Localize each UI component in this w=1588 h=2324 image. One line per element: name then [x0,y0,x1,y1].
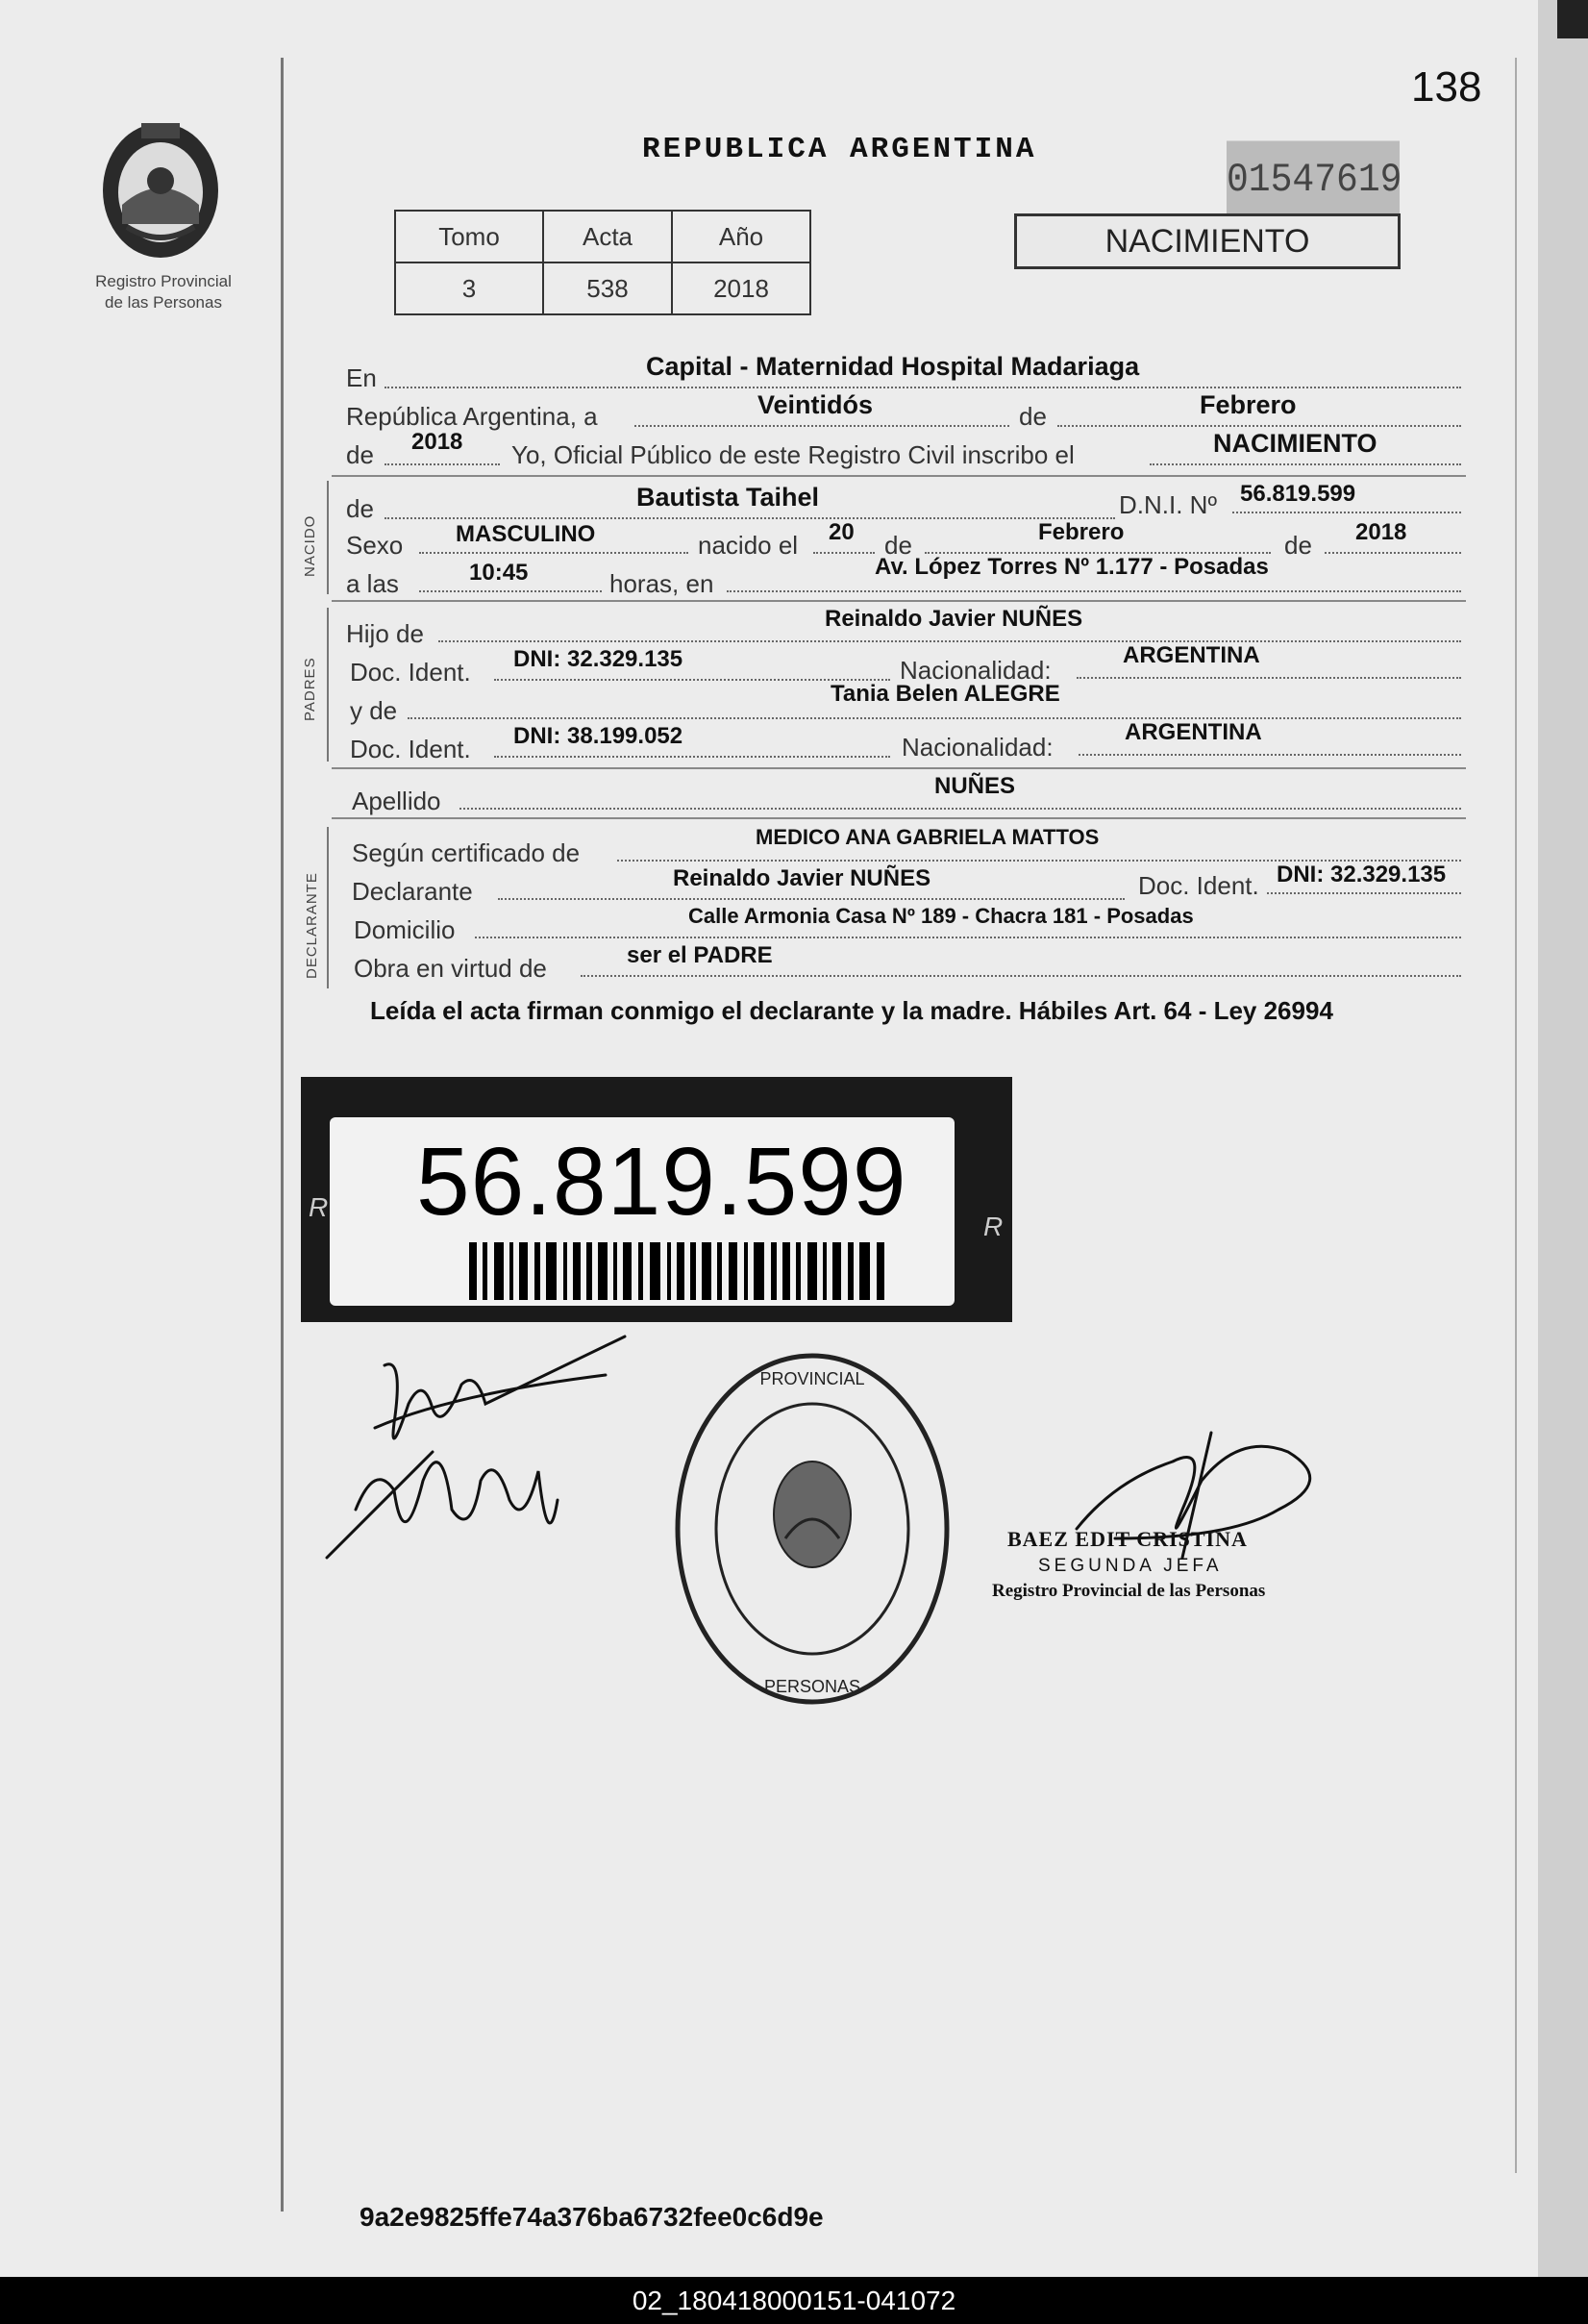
anio-value: 2018 [672,262,810,314]
label-sexo: Sexo [346,531,404,560]
field-tipo: NACIMIENTO [1213,429,1377,458]
legal-statement: Leída el acta firman conmigo el declarante y la madre. Hábiles Art. 64 - Ley 26994 [370,996,1333,1025]
label-doc-ident-1: Doc. Ident. [350,658,471,687]
label-de-nombre: de [346,494,374,523]
registry-caption-line1: Registro Provincial [95,272,232,290]
register-table [394,210,811,315]
dots-mes [1057,425,1461,427]
padres-separator [327,608,329,762]
svg-text:PROVINCIAL: PROVINCIAL [759,1369,865,1388]
dots-declarante [498,898,1125,900]
dots-anio [385,463,500,465]
record-type-box: NACIMIENTO [1014,213,1401,269]
dots-nacido-anio [1325,552,1461,554]
dni-sticker-number: 56.819.599 [416,1128,907,1236]
field-dni: 56.819.599 [1240,481,1356,507]
dots-dni [1232,512,1461,513]
dni-sticker-label [330,1117,955,1306]
acta-header: Acta [543,211,672,262]
label-obra-en-virtud: Obra en virtud de [354,954,547,983]
tomo-header: Tomo [395,211,543,262]
dots-obra [581,975,1461,977]
register-table-header-row [395,211,810,262]
dots-tipo [1150,463,1461,465]
label-nacionalidad-2: Nacionalidad: [902,733,1054,762]
field-declarante-doc: DNI: 32.329.135 [1277,862,1447,887]
dots-madre [408,717,1461,719]
field-sexo: MASCULINO [456,521,596,547]
nacido-separator [327,481,329,594]
field-madre: Tania Belen ALEGRE [831,681,1060,707]
page-corner-shadow [1557,0,1588,38]
label-de-dia: de [884,531,912,560]
field-nacido-anio: 2018 [1355,519,1407,545]
registry-caption-line2: de las Personas [105,293,222,312]
dots-nacido-dia [813,552,875,554]
dots-madre-nac [1079,754,1461,756]
registry-caption [58,271,269,313]
document-title: REPUBLICA ARGENTINA [642,133,1037,166]
label-hijo-de: Hijo de [346,619,424,648]
field-madre-doc: DNI: 38.199.052 [513,723,683,749]
label-en: En [346,363,377,392]
field-nacido-mes: Febrero [1038,519,1125,545]
official-name: BAEZ EDIT CRISTINA [1007,1527,1248,1551]
label-doc-ident-decl: Doc. Ident. [1138,871,1259,900]
side-label-declarante: DECLARANTE [304,872,320,979]
control-number-stamp: 01547619 [1227,141,1400,215]
section-divider-3 [332,767,1466,769]
field-nacido-dia: 20 [829,519,855,545]
section-divider-1 [332,475,1466,477]
left-margin-rule [281,58,284,2212]
field-padre: Reinaldo Javier NUÑES [825,606,1083,632]
page-number: 138 [1411,63,1482,111]
sticker-corner-letter-right: R [983,1212,1004,1241]
dots-dia [634,425,1009,427]
label-a-las: a las [346,569,399,598]
field-declarante: Reinaldo Javier NUÑES [673,865,931,891]
side-label-nacido: NACIDO [302,514,318,577]
label-doc-ident-2: Doc. Ident. [350,735,471,763]
barcode-icon [469,1242,892,1300]
label-apellido: Apellido [352,787,441,815]
acta-value: 538 [543,262,672,314]
dots-domicilio-decl [475,937,1461,938]
page-edge [1538,0,1588,2277]
dots-domicilio-nac [727,590,1461,592]
label-republica: República Argentina, a [346,402,598,431]
field-certificado: MEDICO ANA GABRIELA MATTOS [756,825,1100,849]
label-dni-no: D.N.I. Nº [1119,490,1217,519]
dots-apellido [459,808,1461,810]
register-table-value-row [395,262,810,314]
dots-declarante-doc [1267,892,1461,894]
label-de-anio: de [346,440,374,469]
dots-padre [438,640,1461,642]
field-padre-nac: ARGENTINA [1123,642,1260,668]
field-padre-doc: DNI: 32.329.135 [513,646,683,672]
field-hora: 10:45 [469,560,529,586]
tomo-value: 3 [395,262,543,314]
label-nacido-el: nacido el [698,531,799,560]
field-mes: Febrero [1200,390,1297,419]
registry-seal-icon [668,1346,956,1712]
field-apellido: NUÑES [934,773,1016,799]
section-divider-2 [332,600,1466,602]
svg-text:PERSONAS: PERSONAS [763,1677,861,1696]
label-declarante: Declarante [352,877,473,906]
dots-hora [419,590,602,592]
dots-madre-doc [494,756,890,758]
section-divider-4 [332,817,1466,819]
provincial-coat-of-arms-icon [88,113,233,267]
field-madre-nac: ARGENTINA [1125,719,1262,745]
document-hash: 9a2e9825ffe74a376ba6732fee0c6d9e [360,2202,824,2232]
dots-nombre [385,517,1115,519]
dots-padre-nac [1077,677,1461,679]
declarant-signatures-icon [317,1317,634,1577]
label-horas-en: horas, en [609,569,714,598]
field-dia-texto: Veintidós [757,390,874,419]
anio-header: Año [672,211,810,262]
field-domicilio-decl: Calle Armonia Casa Nº 189 - Chacra 181 - Posadas [688,904,1194,928]
label-yo-oficial: Yo, Oficial Público de este Registro Civil inscribo el [511,440,1075,469]
label-domicilio: Domicilio [354,915,456,944]
field-nombre: Bautista Taihel [636,483,820,512]
field-anio: 2018 [411,429,463,455]
label-de-ano2: de [1284,531,1312,560]
declarante-separator [327,827,329,988]
label-de-mes: de [1019,402,1047,431]
file-id-bar: 02_180418000151-041072 [0,2277,1588,2324]
label-y-de: y de [350,696,398,725]
dots-en [385,387,1461,388]
official-role: SEGUNDA JEFA [1038,1556,1223,1576]
field-obra: ser el PADRE [627,942,773,968]
dots-sexo [419,552,688,554]
field-domicilio-nac: Av. López Torres Nº 1.177 - Posadas [875,554,1269,580]
label-segun-certificado: Según certificado de [352,838,581,867]
label-nacionalidad-1: Nacionalidad: [900,656,1052,685]
sticker-corner-letter-left: R [309,1192,329,1222]
right-margin-rule [1515,58,1517,2173]
side-label-padres: PADRES [302,657,318,721]
official-office: Registro Provincial de las Personas [992,1581,1266,1601]
dni-sticker [301,1077,1012,1322]
field-lugar: Capital - Maternidad Hospital Madariaga [646,352,1140,381]
